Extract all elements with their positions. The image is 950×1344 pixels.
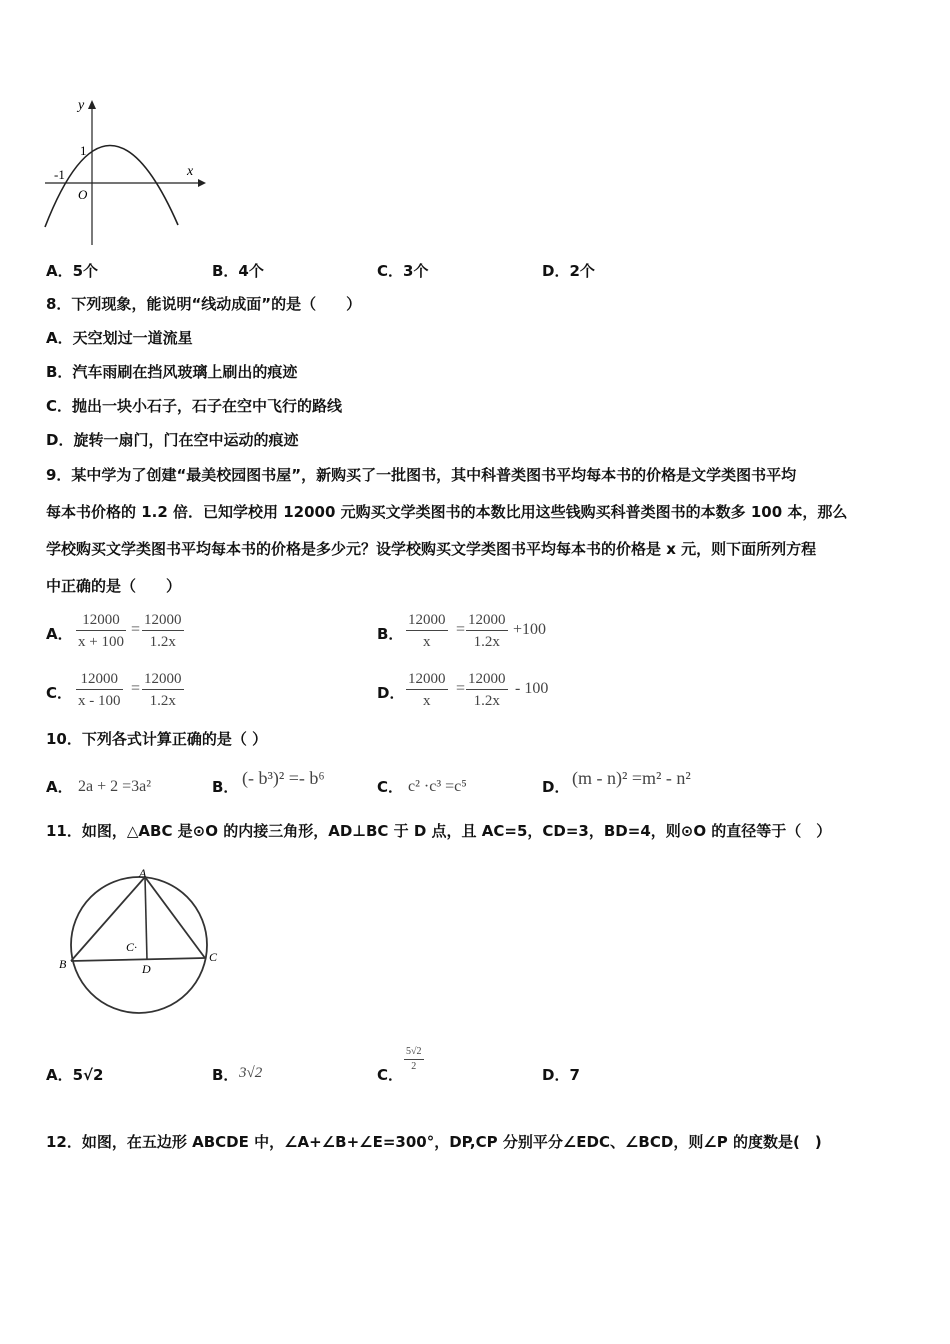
q9-a-right-num: 12000 xyxy=(142,610,184,631)
q9-c-equals: = xyxy=(131,680,141,697)
label-center: C· xyxy=(126,940,138,954)
label-a: A xyxy=(139,866,147,880)
q7-option-d: D．2个 xyxy=(542,262,595,280)
tick-label-1: 1 xyxy=(80,143,87,158)
q7-option-b: B．4个 xyxy=(212,262,264,280)
label-d: D xyxy=(142,962,151,976)
circle-o xyxy=(71,877,207,1013)
q7-option-c: C．3个 xyxy=(377,262,429,280)
q9-b-left-num: 12000 xyxy=(406,610,448,631)
q9-c-left-fraction xyxy=(76,669,123,712)
q9-option-c-label: C． xyxy=(46,684,73,702)
x-axis-label: x xyxy=(187,164,194,179)
q9-stem-line2: 每本书价格的 1.2 倍．已知学校用 12000 元购买文学类图书的本数比用这些钱购买科普类图书的本数多 100 本，那么 xyxy=(46,503,848,521)
q9-d-right-fraction xyxy=(466,669,508,712)
q7-option-a: A．5个 xyxy=(46,262,99,280)
parabola-graph xyxy=(40,95,210,250)
q10-option-b-expr: (- b³)² =- b⁶ xyxy=(242,768,325,788)
q9-d-left-num: 12000 xyxy=(406,669,448,690)
q9-b-left-den: x xyxy=(423,634,431,650)
label-c: C xyxy=(209,950,218,964)
q11-c-den: 2 xyxy=(411,1061,417,1072)
q10-option-a-expr: 2a + 2 =3a² xyxy=(78,778,152,795)
q9-b-plus100: +100 xyxy=(513,621,547,638)
q9-option-a-label: A． xyxy=(46,625,73,643)
q9-d-right-den: 1.2x xyxy=(473,693,500,709)
q9-a-equals: = xyxy=(131,621,141,638)
side-ac xyxy=(145,877,205,958)
q12-stem: 12．如图，在五边形 ABCDE 中，∠A+∠B+∠E=300°，DP,CP 分别平分∠EDC、∠BCD，则∠P 的度数是( ) xyxy=(46,1133,822,1151)
q9-d-minus100: - 100 xyxy=(515,680,549,697)
q9-a-left-fraction xyxy=(76,610,126,653)
q9-d-left-fraction xyxy=(406,669,448,712)
label-b: B xyxy=(59,957,67,971)
q11-option-c-fraction xyxy=(404,1045,424,1074)
q8-option-b: B．汽车雨刷在挡风玻璃上刷出的痕迹 xyxy=(46,363,298,381)
side-bc xyxy=(71,958,205,961)
q11-c-num: 5√2 xyxy=(404,1045,424,1060)
q10-option-d-expr: (m - n)² =m² - n² xyxy=(572,768,691,788)
q10-option-c-expr: c² ·c³ =c⁵ xyxy=(408,778,467,795)
q10-option-b-label: B． xyxy=(212,778,239,796)
q9-c-left-den: x - 100 xyxy=(78,693,121,709)
q10-option-d-label: D． xyxy=(542,778,570,796)
x-axis-arrow xyxy=(198,179,206,187)
q9-b-right-num: 12000 xyxy=(466,610,508,631)
origin-label: O xyxy=(78,187,88,202)
q9-stem-line3: 学校购买文学类图书平均每本书的价格是多少元？设学校购买文学类图书平均每本书的价格是 x 元，则下面所列方程 xyxy=(46,540,817,558)
q11-stem: 11．如图，△ABC 是⊙O 的内接三角形，AD⊥BC 于 D 点，且 AC=5，CD=3，BD=4，则⊙O 的直径等于（ ） xyxy=(46,822,832,840)
q11-option-b-label: B． xyxy=(212,1066,239,1084)
y-axis-label: y xyxy=(78,98,85,113)
q9-d-equals: = xyxy=(456,680,466,697)
y-axis-arrow xyxy=(88,100,96,109)
q9-b-right-den: 1.2x xyxy=(473,634,500,650)
q9-a-left-den: x + 100 xyxy=(78,634,124,650)
q9-option-b-label: B． xyxy=(377,625,404,643)
q11-option-c-label: C． xyxy=(377,1066,404,1084)
q9-b-equals: = xyxy=(456,621,466,638)
altitude-ad xyxy=(145,877,147,960)
q9-a-right-den: 1.2x xyxy=(149,634,176,650)
parabola-curve xyxy=(45,145,178,227)
q9-c-right-fraction xyxy=(142,669,184,712)
q11-option-b-value: 3√2 xyxy=(239,1065,263,1081)
q11-option-a: A．5√2 xyxy=(46,1066,104,1084)
q9-b-right-fraction xyxy=(466,610,508,653)
q9-d-left-den: x xyxy=(423,693,431,709)
q9-stem-line1: 9．某中学为了创建“最美校园图书屋”，新购买了一批图书，其中科普类图书平均每本书的价格是文学类图书平均 xyxy=(46,466,797,484)
q9-c-right-num: 12000 xyxy=(142,669,184,690)
q9-c-left-num: 12000 xyxy=(76,669,123,690)
q9-d-right-num: 12000 xyxy=(466,669,508,690)
q9-a-left-num: 12000 xyxy=(76,610,126,631)
q9-a-right-fraction xyxy=(142,610,184,653)
q10-option-c-label: C． xyxy=(377,778,404,796)
q11-option-d: D．7 xyxy=(542,1066,580,1084)
q8-option-a: A．天空划过一道流星 xyxy=(46,329,193,347)
q9-b-left-fraction xyxy=(406,610,448,653)
q10-option-a-label: A． xyxy=(46,778,73,796)
q9-stem-line4: 中正确的是（ ） xyxy=(46,577,182,595)
circle-triangle-figure xyxy=(55,860,230,1015)
tick-label-neg1: -1 xyxy=(54,167,65,182)
q9-c-right-den: 1.2x xyxy=(149,693,176,709)
q10-stem: 10．下列各式计算正确的是（ ） xyxy=(46,730,268,748)
q8-option-d: D．旋转一扇门，门在空中运动的痕迹 xyxy=(46,431,299,449)
q8-stem: 8．下列现象，能说明“线动成面”的是（ ） xyxy=(46,295,362,313)
q8-option-c: C．抛出一块小石子，石子在空中飞行的路线 xyxy=(46,397,343,415)
q9-option-d-label: D． xyxy=(377,684,405,702)
